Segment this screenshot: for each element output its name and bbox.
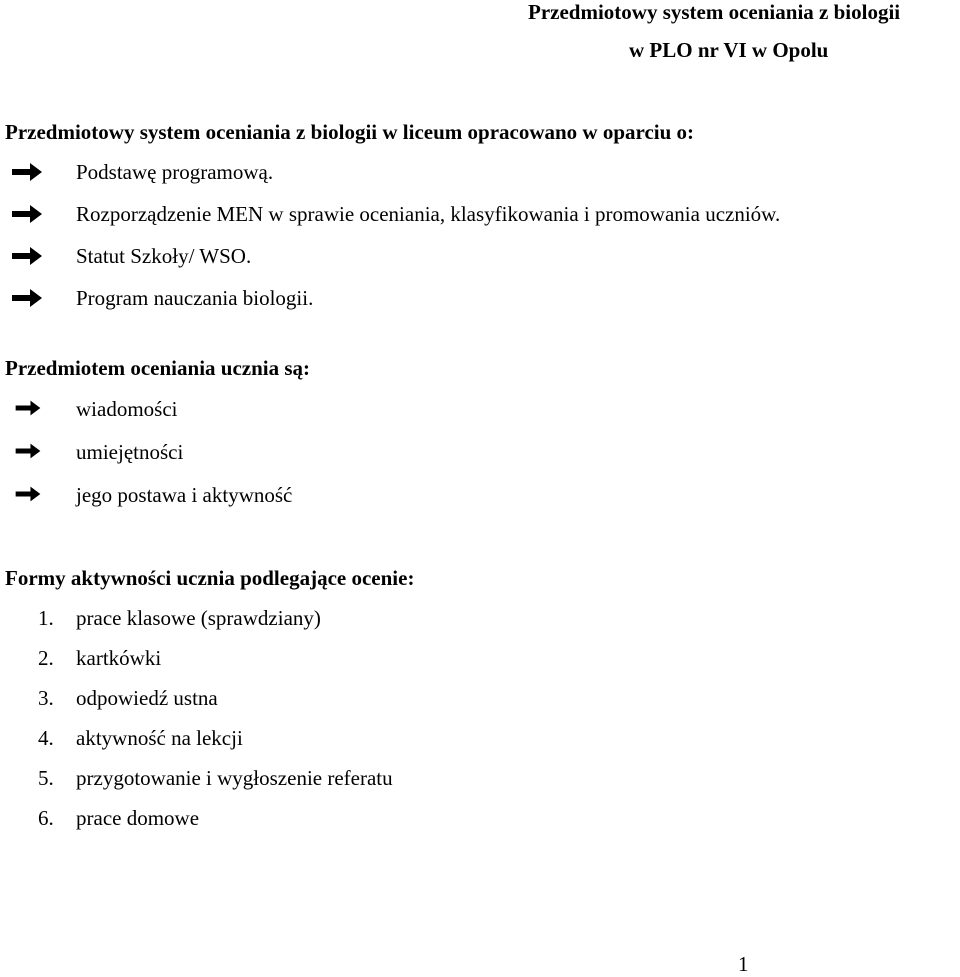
list-item: odpowiedź ustna bbox=[76, 686, 218, 710]
section-1-item: Statut Szkoły/ WSO. bbox=[76, 244, 252, 268]
arrow-right-icon bbox=[10, 161, 44, 183]
list-item: kartkówki bbox=[76, 646, 162, 670]
list-item-number: 1. bbox=[38, 606, 54, 630]
arrow-right-icon bbox=[14, 441, 42, 461]
list-item: przygotowanie i wygłoszenie referatu bbox=[76, 766, 393, 790]
list-item-number: 6. bbox=[38, 806, 54, 830]
list-item-number: 5. bbox=[38, 766, 54, 790]
list-item-number: 4. bbox=[38, 726, 54, 750]
section-3-heading: Formy aktywności ucznia podlegające ocenie: bbox=[5, 566, 415, 590]
section-1-item: Podstawę programową. bbox=[76, 160, 274, 184]
arrow-right-icon bbox=[10, 287, 44, 309]
section-2-item: jego postawa i aktywność bbox=[76, 483, 293, 507]
page-number: 1 bbox=[738, 952, 749, 976]
section-2-item: wiadomości bbox=[76, 397, 178, 421]
document-title-line-2: w PLO nr VI w Opolu bbox=[629, 38, 829, 62]
section-1-heading: Przedmiotowy system oceniania z biologii w liceum opracowano w oparciu o: bbox=[5, 120, 695, 144]
list-item: prace klasowe (sprawdziany) bbox=[76, 606, 321, 630]
section-2-heading: Przedmiotem oceniania ucznia są: bbox=[5, 356, 311, 380]
document-title-line-1: Przedmiotowy system oceniania z biologii bbox=[528, 0, 901, 24]
section-2-item: umiejętności bbox=[76, 440, 184, 464]
list-item-number: 2. bbox=[38, 646, 54, 670]
list-item-number: 3. bbox=[38, 686, 54, 710]
arrow-right-icon bbox=[14, 398, 42, 418]
section-1-item: Rozporządzenie MEN w sprawie oceniania, klasyfikowania i promowania uczniów. bbox=[76, 202, 781, 226]
arrow-right-icon bbox=[14, 484, 42, 504]
list-item: prace domowe bbox=[76, 806, 200, 830]
list-item: aktywność na lekcji bbox=[76, 726, 243, 750]
section-1-item: Program nauczania biologii. bbox=[76, 286, 314, 310]
arrow-right-icon bbox=[10, 203, 44, 225]
arrow-right-icon bbox=[10, 245, 44, 267]
